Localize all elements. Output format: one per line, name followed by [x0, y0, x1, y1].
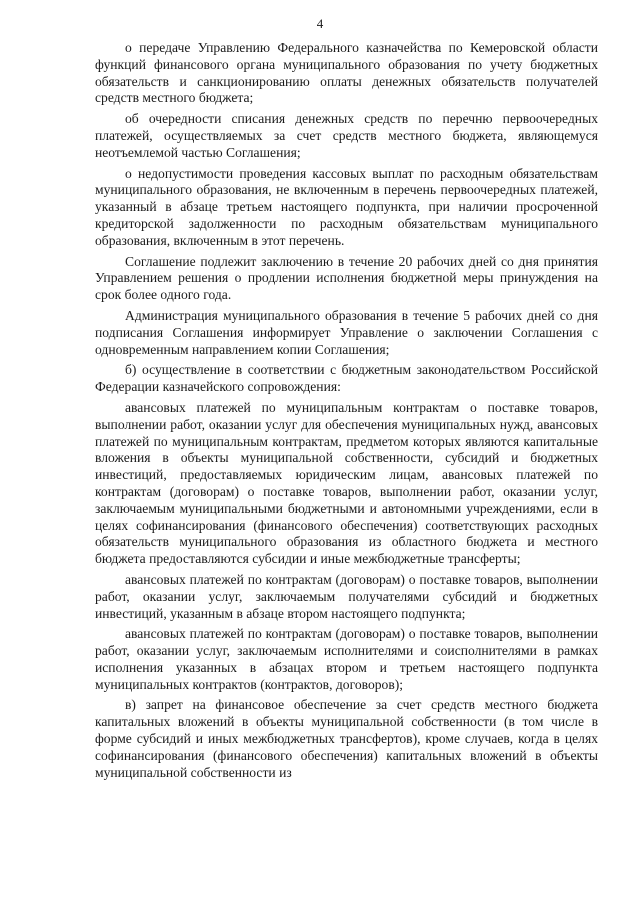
paragraph-10: в) запрет на финансовое обеспечение за счет средств местного бюджета капитальных вложений в объекты муниципальной собственности (в том числе в форме субсидий и иных межбюджетных трансфертов), кроме случаев, когда в целях софинансирования (финансового обеспечения) капитальных вложений в объекты муниципальной собственности из [95, 697, 598, 780]
paragraph-7: авансовых платежей по муниципальным контрактам о поставке товаров, выполнении работ, оказании услуг для обеспечения муниципальных нужд, авансовых платежей по муниципальным контрактам, предметом которых являются капитальные вложения в объекты муниципальной собственности, субсидий и бюджетных инвестиций, предоставляемых юридическим лицам, авансовых платежей по контрактам (договорам) о поставке товаров, выполнении работ, оказании услуг, заключаемым муниципальными бюджетными и автономными учреждениями, если в целях софинансирования (финансового обеспечения) соответствующих расходных обязательств муниципального образования из областного бюджета и местного бюджета предоставляются субсидии и иные межбюджетные трансферты; [95, 399, 598, 567]
page-number: 4 [316, 16, 324, 31]
paragraph-5: Администрация муниципального образования в течение 5 рабочих дней со дня подписания Соглашения информирует Управление о заключении Соглашения с одновременным направлением копии Соглашения; [95, 307, 598, 357]
paragraph-3: о недопустимости проведения кассовых выплат по расходным обязательствам муниципального образования, не включенным в перечень первоочередных платежей, указанный в абзаце третьем настоящего подпункта, при наличии просроченной кредиторской задолженности по расходным обязательствам муниципального образования, включенным в этот перечень. [95, 165, 598, 248]
paragraph-6: б) осуществление в соответствии с бюджетным законодательством Российской Федерации казначейского сопровождения: [95, 362, 598, 395]
document-body [95, 40, 598, 781]
paragraph-2: об очередности списания денежных средств по перечню первоочередных платежей, осуществляемых за счет средств местного бюджета, являющемуся неотъемлемой частью Соглашения; [95, 111, 598, 160]
paragraph-1: о передаче Управлению Федерального казначейства по Кемеровской области функций финансового органа муниципального образования по учету бюджетных обязательств и санкционированию оплаты денежных обязательств получателей средств местного бюджета; [95, 40, 598, 106]
paragraph-4: Соглашение подлежит заключению в течение 20 рабочих дней со дня принятия Управлением решения о продлении исполнения бюджетной меры принуждения на срок более одного года. [95, 253, 598, 303]
paragraph-8: авансовых платежей по контрактам (договорам) о поставке товаров, выполнении работ, оказании услуг, заключаемым получателями субсидий и бюджетных инвестиций, указанным в абзаце втором настоящего подпункта; [95, 571, 598, 621]
paragraph-9: авансовых платежей по контрактам (договорам) о поставке товаров, выполнении работ, оказании услуг, заключаемым исполнителями и соисполнителями в рамках исполнения указанных в абзацах втором и третьем настоящего подпункта муниципальных контрактов (контрактов, договоров); [95, 626, 598, 692]
